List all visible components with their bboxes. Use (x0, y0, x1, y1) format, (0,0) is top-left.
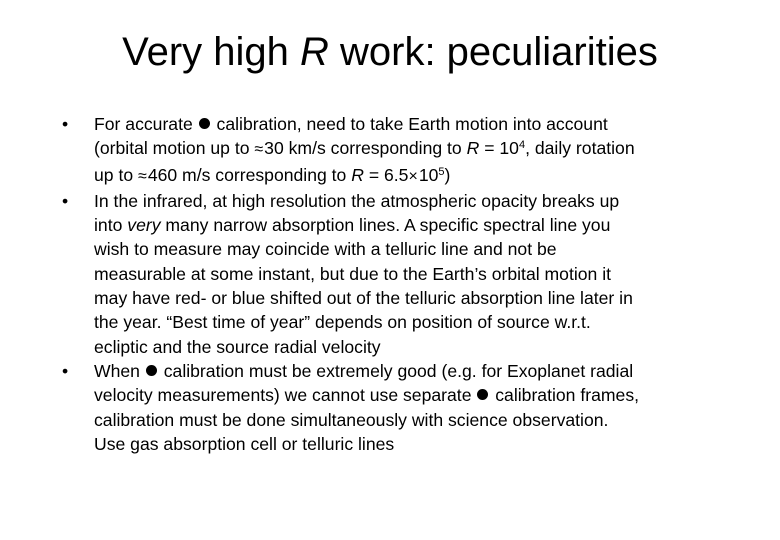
text-run: = 6.5 (363, 164, 409, 185)
text-run: calibration, need to take Earth motion into account (211, 114, 608, 134)
bullet-1-line-2 (94, 136, 738, 162)
bullet-marker: • (62, 190, 69, 211)
title-text-start: Very high (122, 30, 300, 74)
text-run: 460 m/s corresponding to (147, 164, 352, 185)
bullet-2-line-4: measurable at some instant, but due to the Earth’s orbital motion it (94, 263, 612, 284)
bullet-item-simultaneous-calibration (58, 359, 738, 456)
slide-title (0, 26, 780, 78)
bullet-marker: • (62, 114, 69, 134)
text-run: (orbital motion up to (94, 138, 255, 159)
bullet-list (58, 112, 738, 456)
text-run: velocity measurements) we cannot use separate (94, 385, 477, 406)
title-text-end: work: peculiarities (328, 30, 658, 74)
text-run: many narrow absorption lines. A specific spectral line you (160, 215, 611, 236)
text-run: into (94, 215, 128, 236)
bullet-marker: • (62, 360, 69, 381)
bullet-3-line-1 (94, 359, 738, 383)
bullet-2-line-3: wish to measure may coincide with a telluric line and not be (94, 239, 557, 260)
superscript: 5 (438, 165, 445, 178)
italic-r: R (351, 164, 364, 185)
text-run: = 10 (479, 138, 519, 159)
text-run: ) (444, 164, 451, 185)
bullet-2-line-6: the year. “Best time of year” depends on position of source w.r.t. (94, 312, 591, 333)
approx-symbol: ≈ (138, 167, 147, 185)
lambda-dot-icon (199, 118, 210, 129)
bullet-2-line-1: In the infrared, at high resolution the atmospheric opacity breaks up (94, 190, 620, 211)
bullet-2-line-5: may have red- or blue shifted out of the telluric absorption line later in (94, 288, 633, 309)
bullet-1-line-1 (94, 112, 738, 136)
lambda-dot-icon (477, 389, 488, 400)
times-symbol: × (408, 167, 418, 185)
text-run: up to (94, 164, 139, 185)
bullet-item-infrared-telluric (58, 189, 738, 359)
bullet-1-line-3 (94, 163, 738, 189)
approx-symbol: ≈ (254, 141, 264, 159)
text-run: 10 (418, 164, 439, 185)
italic-very: very (127, 215, 161, 236)
text-run: calibration frames, (490, 385, 640, 406)
bullet-3-line-4: Use gas absorption cell or telluric lines (94, 433, 395, 454)
bullet-3-line-3: calibration must be done simultaneously with science observation. (94, 409, 609, 430)
italic-r: R (466, 138, 480, 159)
bullet-2-line-2 (94, 213, 738, 237)
text-run: calibration must be extremely good (e.g. for Exoplanet radial (158, 360, 634, 381)
bullet-item-calibration-earth-motion (58, 112, 738, 189)
text-run: 30 km/s corresponding to (264, 138, 467, 159)
title-italic-r: R (299, 30, 329, 74)
bullet-3-line-2 (94, 383, 738, 407)
superscript: 4 (518, 139, 526, 152)
text-run: For accurate (94, 114, 198, 134)
lambda-dot-icon (146, 365, 157, 376)
text-run: , daily rotation (525, 138, 635, 159)
bullet-2-line-7: ecliptic and the source radial velocity (94, 336, 381, 357)
text-run: When (94, 360, 145, 381)
